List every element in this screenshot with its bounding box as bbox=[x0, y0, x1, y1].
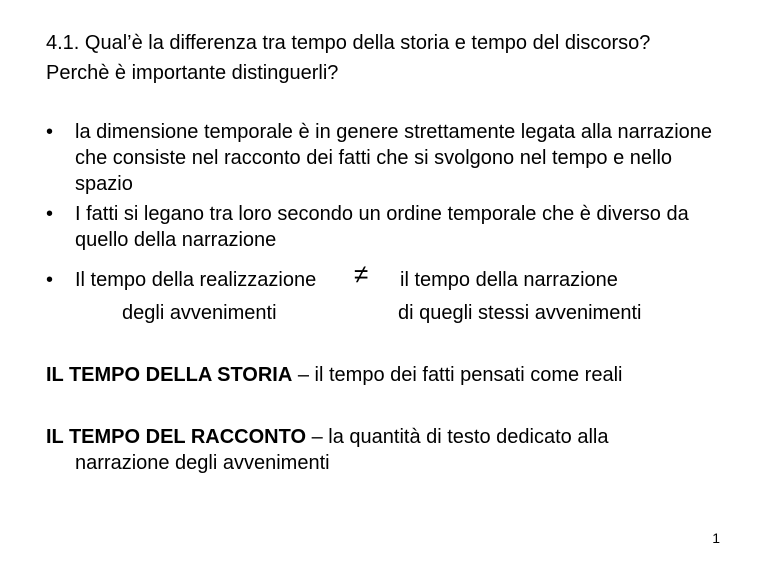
comparison-right-line-1: il tempo della narrazione bbox=[400, 269, 618, 291]
bullet-marker: • bbox=[46, 269, 54, 291]
definition-text-continued: narrazione degli avvenimenti bbox=[75, 452, 330, 474]
title-line-2: Perchè è importante distinguerli? bbox=[46, 62, 339, 84]
comparison-left-line-1: Il tempo della realizzazione bbox=[75, 269, 317, 291]
bullet-text: I fatti si legano tra loro secondo un ordine temporale che è diverso da quello della narrazione bbox=[75, 203, 689, 251]
definition-term: IL TEMPO DEL RACCONTO bbox=[46, 426, 307, 448]
comparison-right-line-2: di quegli stessi avvenimenti bbox=[398, 302, 642, 324]
bullet-marker: • bbox=[46, 203, 54, 225]
comparison-left-line-2: degli avvenimenti bbox=[122, 302, 277, 324]
bullet-item bbox=[46, 119, 746, 197]
page-number: 1 bbox=[712, 530, 720, 546]
title-line-1: 4.1. Qual’è la differenza tra tempo della storia e tempo del discorso? bbox=[46, 32, 651, 54]
slide-title bbox=[46, 28, 746, 88]
bullet-marker: • bbox=[46, 121, 54, 143]
definition-tempo-racconto bbox=[46, 424, 746, 476]
definition-term: IL TEMPO DELLA STORIA bbox=[46, 364, 293, 386]
not-equal-symbol: ≠ bbox=[354, 259, 369, 289]
definition-text: – il tempo dei fatti pensati come reali bbox=[292, 364, 623, 386]
bullet-text: la dimensione temporale è in genere strettamente legata alla narrazione che consiste nel racconto dei fatti che si svolgono nel tempo e nello spazio bbox=[75, 121, 713, 195]
bullet-item bbox=[46, 201, 746, 253]
definition-tempo-storia bbox=[46, 362, 746, 388]
definition-text: – la quantità di testo dedicato alla bbox=[306, 426, 609, 448]
